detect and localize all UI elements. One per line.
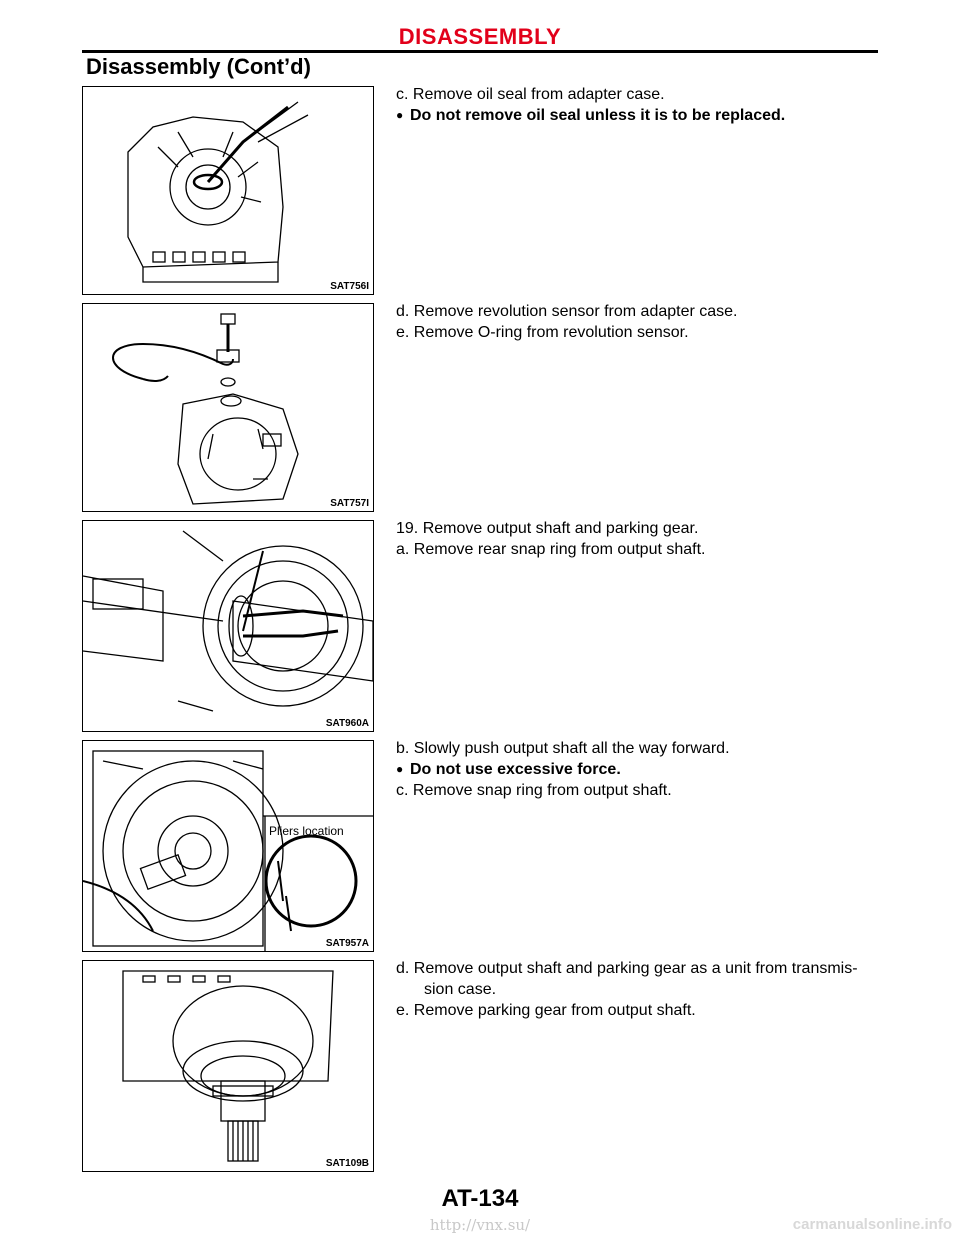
header-rule [82,50,878,53]
footer-url-link[interactable]: http://vnx.su/ [429,1216,531,1234]
caution-text: Do not use excessive force. [410,761,621,778]
step-line: 19. Remove output shaft and parking gear. [396,520,699,537]
step-line: e. Remove O-ring from revolution sensor. [396,324,689,341]
step-line: c. Remove oil seal from adapter case. [396,86,665,103]
step-remove-revolution-sensor [396,301,896,343]
step-line: d. Remove revolution sensor from adapter case. [396,303,738,320]
step-line: d. Remove output shaft and parking gear as a unit from transmis- [396,960,858,977]
step-line: b. Slowly push output shaft all the way forward. [396,740,730,757]
figure-code: SAT960A [325,718,369,729]
bullet-icon: ● [396,762,404,776]
caution-bullet [396,759,896,780]
step-line: a. Remove rear snap ring from output shaft. [396,541,706,558]
adapter-case-seal-illustration [83,87,373,294]
figure-code: SAT957A [325,938,369,949]
parking-gear-illustration [83,961,373,1171]
step-remove-output-shaft [396,518,896,560]
bullet-icon: ● [396,108,404,122]
page-subtitle: Disassembly (Cont’d) [86,54,311,79]
step-line: c. Remove snap ring from output shaft. [396,782,672,799]
figure-push-output-shaft [82,740,374,952]
step-line: sion case. [424,981,497,998]
step-remove-parking-gear [396,958,896,1021]
figure-rear-snap-ring [82,520,374,732]
figure-oil-seal-removal [82,86,374,295]
figure-parking-gear [82,960,374,1172]
output-shaft-illustration [83,741,373,951]
caution-text: Do not remove oil seal unless it is to be replaced. [410,107,786,124]
figure-code: SAT109B [325,1158,369,1169]
step-push-output-shaft [396,738,896,801]
page-number: AT-134 [441,1185,519,1212]
figure-code: SAT756I [330,281,369,292]
figure-code: SAT757I [330,498,369,509]
snap-ring-pliers-illustration [83,521,373,731]
section-title: DISASSEMBLY [398,24,562,49]
step-remove-oil-seal [396,84,896,126]
step-line: e. Remove parking gear from output shaft. [396,1002,696,1019]
revolution-sensor-illustration [83,304,373,511]
figure-revolution-sensor [82,303,374,512]
caution-bullet [396,105,896,126]
watermark: carmanualsonline.info [792,1216,952,1233]
pliers-location-callout: Pliers location [269,824,344,838]
